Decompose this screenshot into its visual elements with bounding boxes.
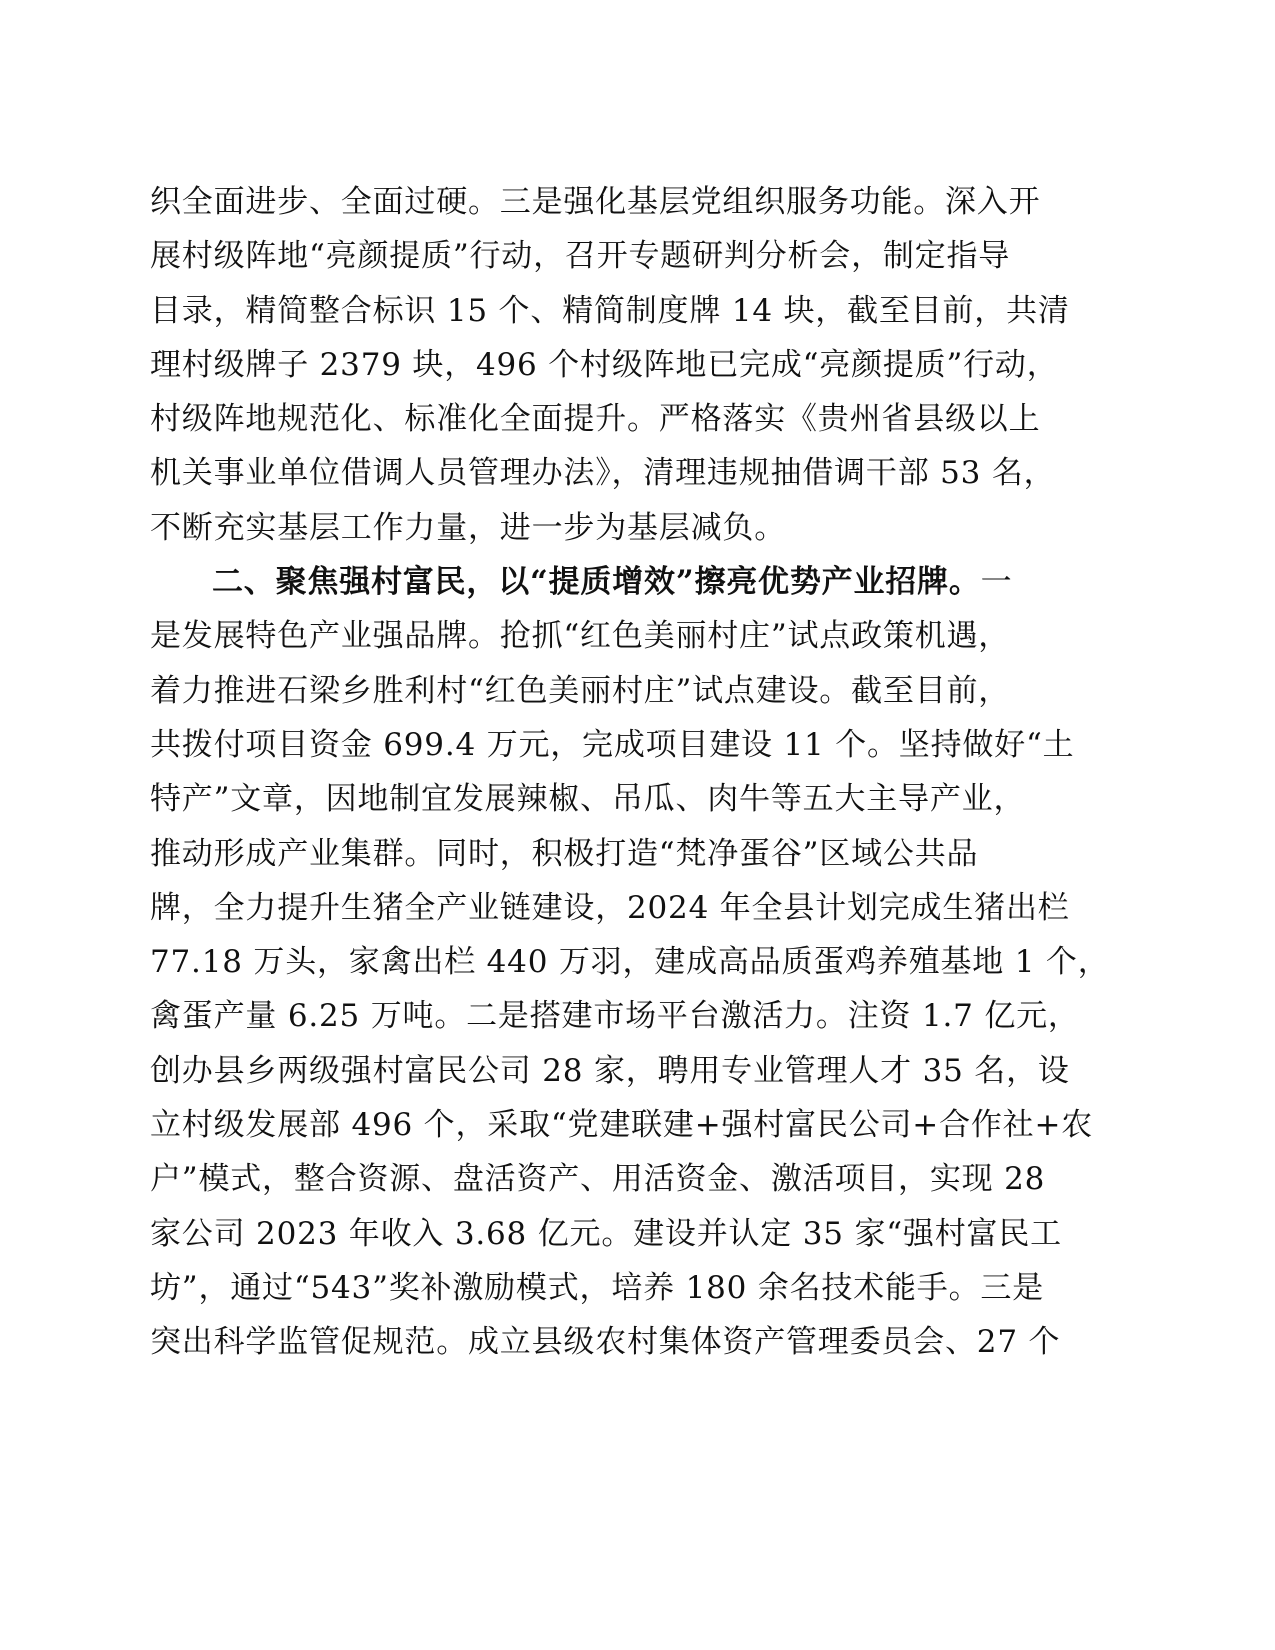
text-line: 共拨付项目资金 699.4 万元，完成项目建设 11 个。坚持做好“土 xyxy=(150,726,1075,763)
text-line: 突出科学监管促规范。成立县级农村集体资产管理委员会、27 个 xyxy=(150,1324,1061,1361)
text-line: 特产”文章，因地制宜发展辣椒、吊瓜、肉牛等五大主导产业， xyxy=(150,781,1026,818)
text-line: 牌，全力提升生猪全产业链建设，2024 年全县计划完成生猪出栏 xyxy=(150,889,1070,926)
text-line: 目录，精简整合标识 15 个、精简制度牌 14 块，截至目前，共清 xyxy=(150,292,1070,329)
text-line: 理村级牌子 2379 块，496 个村级阵地已完成“亮颜提质”行动， xyxy=(150,346,1059,383)
text-line: 禽蛋产量 6.25 万吨。二是搭建市场平台激活力。注资 1.7 亿元， xyxy=(150,998,1080,1035)
text-line: 创办县乡两级强村富民公司 28 家，聘用专业管理人才 35 名，设 xyxy=(150,1052,1070,1089)
text-line: 推动形成产业集群。同时，积极打造“梵净蛋谷”区域公共品 xyxy=(150,835,979,872)
text-line: 77.18 万头，家禽出栏 440 万羽，建成高品质蛋鸡养殖基地 1 个， xyxy=(150,944,1110,981)
document-body xyxy=(150,175,1110,1370)
text-line: 立村级发展部 496 个，采取“党建联建+强村富民公司+合作社+农 xyxy=(150,1107,1094,1144)
text-line: 不断充实基层工作力量，进一步为基层减负。 xyxy=(150,509,786,546)
text-line: 是发展特色产业强品牌。抢抓“红色美丽村庄”试点政策机遇， xyxy=(150,618,1011,655)
text-line: 机关事业单位借调人员管理办法》，清理违规抽借调干部 53 名， xyxy=(150,455,1056,492)
text-line: 村级阵地规范化、标准化全面提升。严格落实《贵州省县级以上 xyxy=(150,401,1041,438)
section-heading-continuation: 一 xyxy=(980,564,1013,601)
section-heading: 二、聚焦强村富民，以“提质增效”擦亮优势产业招牌。 xyxy=(212,564,981,601)
text-line: 展村级阵地“亮颜提质”行动，召开专题研判分析会，制定指导 xyxy=(150,238,1011,275)
text-line: 户”模式，整合资源、盘活资产、用活资金、激活项目，实现 28 xyxy=(150,1161,1046,1198)
text-line: 着力推进石梁乡胜利村“红色美丽村庄”试点建设。截至目前， xyxy=(150,672,1011,709)
text-line: 家公司 2023 年收入 3.68 亿元。建设并认定 35 家“强村富民工 xyxy=(150,1215,1062,1252)
section-heading-line xyxy=(150,555,1050,609)
text-line: 织全面进步、全面过硬。三是强化基层党组织服务功能。深入开 xyxy=(150,184,1041,220)
text-line: 坊”，通过“543”奖补激励模式，培养 180 余名技术能手。三是 xyxy=(150,1269,1044,1306)
